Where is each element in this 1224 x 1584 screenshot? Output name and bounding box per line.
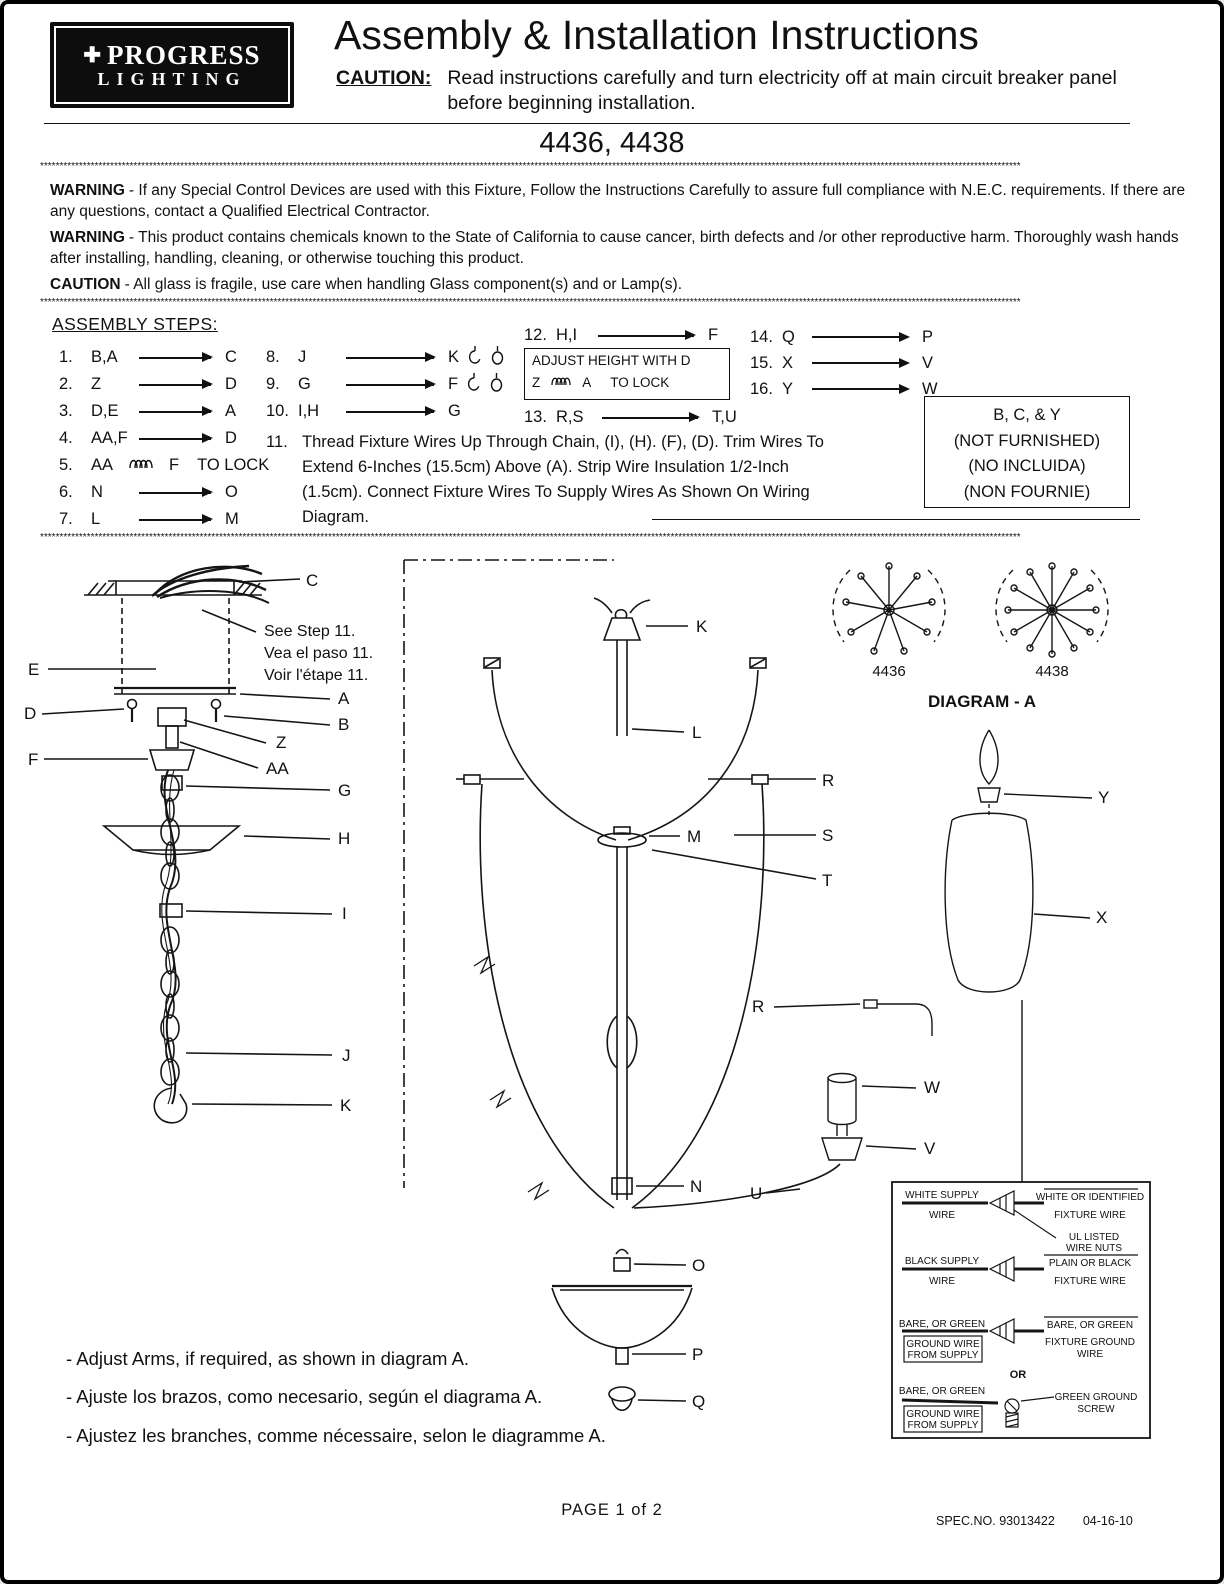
svg-text:UL LISTED: UL LISTED [1068, 1232, 1120, 1243]
label-G: G [338, 781, 352, 800]
warning-1 [50, 181, 1196, 223]
label-M: M [687, 827, 702, 846]
arrow-icon [139, 357, 211, 359]
warning-2-label: WARNING [50, 228, 125, 246]
see-step-es: Vea el paso 11. [264, 645, 374, 662]
warning-2-text: - This product contains chemicals known to the State of California to cause cancer, birth defects and /or other reproductive harm. Thoroughly wash hands after installing, handling, cleaning, or otherwise touching this product. [50, 228, 1179, 267]
svg-text:WIRE: WIRE [928, 1210, 956, 1221]
assembly-steps-col2 [266, 344, 505, 425]
label-R-top: R [822, 771, 835, 790]
center-fixture-drawing [404, 560, 840, 1410]
assembly-step-11: 11. Thread Fixture Wires Up Through Chain, (I), (H). (F), (D). Trim Wires To Extend 6-Inches (15.5cm) Above (A). Strip Wire Insulation 1/2-Inch (1.5cm). Connect Fixture Wires To Supply Wires As Shown On Wiring Diagram. [266, 430, 852, 530]
cross-icon: ✚ [83, 43, 103, 67]
assembly-step-6: 6. N O [59, 483, 238, 501]
asterisk-divider: ************************************************************************************************************************************************************************************************************************************************************ [40, 298, 1021, 308]
svg-text:FROM SUPPLY: FROM SUPPLY [907, 1350, 979, 1361]
svg-text:BLACK SUPPLY: BLACK SUPPLY [904, 1256, 980, 1267]
arrow-icon [346, 384, 434, 386]
svg-text:WIRE: WIRE [1076, 1349, 1104, 1360]
see-step-fr: Voir l'étape 11. [264, 667, 369, 684]
note-es: - Ajuste los brazos, como necesario, según el diagrama A. [66, 1386, 543, 1408]
wiring-diagram-box [892, 1182, 1150, 1438]
logo-word-progress [56, 42, 288, 69]
arrow-icon [812, 336, 908, 338]
warning-1-text: - If any Special Control Devices are used with this Fixture, Follow the Instructions Carefully to assure full compliance with N.E.C. requirements. If there are any questions, contact a Qualified Electrical Contractor. [50, 182, 1186, 220]
assembly-step-15: 15. X V [750, 353, 934, 372]
arrow-icon [812, 362, 908, 364]
progress-lighting-logo [50, 22, 294, 108]
logo-frame [54, 26, 290, 104]
asterisk-divider: ************************************************************************************************************************************************************************************************************************************************************ [40, 162, 1021, 172]
assembly-steps-col4 [750, 324, 938, 402]
asterisk-divider: ************************************************************************************************************************************************************************************************************************************************************ [40, 533, 1021, 543]
adjust-height-box [524, 348, 730, 400]
logo-text-lighting: LIGHTING [97, 69, 247, 89]
assembly-step-2: 2. Z D [59, 375, 237, 393]
hook-open-icon [467, 345, 482, 371]
arrow-icon [139, 438, 211, 440]
svg-text:GREEN GROUND: GREEN GROUND [1054, 1392, 1138, 1403]
logo-text-progress: PROGRESS [107, 40, 261, 70]
hook-closed-icon [490, 345, 505, 371]
label-U: U [750, 1184, 763, 1203]
page-title: Assembly & Installation Instructions [334, 12, 979, 58]
assembly-step-3: 3. D,E A [59, 402, 237, 420]
coil-icon [549, 373, 573, 391]
assembly-steps-col1 [59, 344, 269, 533]
svg-text:OR: OR [1009, 1369, 1027, 1381]
not-furnished-box: B, C, & Y (NOT FURNISHED) (NO INCLUIDA) (NON FOURNIE) [924, 396, 1130, 508]
caution-note-text: - All glass is fragile, use care when handling Glass component(s) and or Lamp(s). [124, 275, 683, 293]
label-H: H [338, 829, 351, 848]
spec-date: 04-16-10 [1082, 1514, 1133, 1528]
assembly-step-12: 12. H,I F [524, 326, 719, 344]
note-en: - Adjust Arms, if required, as shown in diagram A. [66, 1348, 470, 1369]
label-L: L [692, 723, 702, 742]
label-AA: AA [266, 759, 289, 778]
svg-text:WIRE: WIRE [928, 1276, 956, 1287]
label-W: W [924, 1078, 941, 1097]
assembly-step-7: 7. L M [59, 510, 239, 528]
assembly-step-1: 1. B,A C [59, 348, 237, 366]
assembly-step-13: 13. R,S T,U [524, 408, 737, 426]
warning-2 [50, 228, 1196, 270]
step-11-text: Thread Fixture Wires Up Through Chain, (I), (H). (F), (D). Trim Wires To Extend 6-Inches (15.5cm) Above (A). Strip Wire Insulation 1/2-Inch (1.5cm). Connect Fixture Wires To Supply Wires As Shown On Wiring Diagram. [302, 433, 824, 527]
svg-text:FIXTURE GROUND: FIXTURE GROUND [1045, 1337, 1135, 1348]
hook-closed-icon [489, 372, 504, 398]
assembly-step-8: 8. J K [266, 344, 505, 371]
adjust-arms-notes [66, 1340, 606, 1455]
svg-text:FROM SUPPLY: FROM SUPPLY [907, 1420, 979, 1431]
label-B: B [338, 715, 350, 734]
svg-text:FIXTURE WIRE: FIXTURE WIRE [1054, 1276, 1126, 1287]
header-caution [336, 66, 1136, 116]
assembly-step-10: 10. I,H G [266, 402, 461, 420]
arrow-icon [346, 357, 434, 359]
note-fr: - Ajustez les branches, comme nécessaire, selon le diagramme A. [66, 1424, 606, 1446]
label-J: J [342, 1046, 351, 1065]
label-Q: Q [692, 1392, 706, 1411]
svg-text:BARE, OR GREEN: BARE, OR GREEN [898, 1386, 986, 1397]
arrow-icon [346, 411, 434, 413]
page-number: PAGE 1 of 2 [561, 1501, 663, 1519]
diagram-a-title: DIAGRAM - A [928, 692, 1036, 711]
model-4436-label: 4436 [872, 663, 906, 680]
label-S: S [822, 826, 834, 845]
assembly-step-4: 4. AA,F D [59, 429, 237, 447]
arrow-icon [139, 384, 211, 386]
caution-label: CAUTION: [336, 67, 432, 89]
label-Z: Z [276, 733, 287, 752]
svg-text:BARE, OR GREEN: BARE, OR GREEN [1046, 1320, 1134, 1331]
svg-text:GROUND WIRE: GROUND WIRE [906, 1409, 980, 1420]
label-K-mid: K [696, 617, 708, 636]
arrow-icon [139, 411, 211, 413]
svg-text:WHITE OR IDENTIFIED: WHITE OR IDENTIFIED [1035, 1192, 1145, 1203]
svg-text:BARE, OR GREEN: BARE, OR GREEN [898, 1319, 986, 1330]
label-E: E [28, 660, 40, 679]
warning-1-label: WARNING [50, 182, 125, 199]
label-N: N [690, 1177, 703, 1196]
svg-text:GROUND WIRE: GROUND WIRE [906, 1339, 980, 1350]
assembly-step-14: 14. Q P [750, 327, 934, 346]
assembly-step-16: 16. Y W [750, 379, 938, 398]
arrow-icon [602, 417, 698, 419]
label-Y: Y [1098, 788, 1110, 807]
assembly-step-9: 9. G F [266, 371, 505, 398]
label-F: F [28, 750, 39, 769]
label-R-mid: R [752, 997, 765, 1016]
coil-icon [127, 455, 155, 476]
see-step-en: See Step 11. [264, 623, 356, 640]
label-D: D [24, 704, 37, 723]
adjust-height-line2: Z A TO LOCK [532, 374, 670, 390]
wiring-label: WHITE SUPPLY [905, 1190, 979, 1201]
assembly-steps-heading: ASSEMBLY STEPS: [52, 314, 218, 334]
caution-note [50, 275, 1196, 296]
model-4438-label: 4438 [1035, 663, 1069, 680]
svg-text:WIRE NUTS: WIRE NUTS [1065, 1243, 1123, 1254]
label-O: O [692, 1256, 706, 1275]
label-A: A [338, 689, 350, 708]
header-rule [44, 123, 1130, 124]
label-X: X [1096, 908, 1108, 927]
caution-text: Read instructions carefully and turn electricity off at main circuit breaker panel before beginning installation. [447, 67, 1117, 114]
model-number: 4436, 4438 [539, 127, 685, 159]
label-V: V [924, 1139, 936, 1158]
svg-text:FIXTURE WIRE: FIXTURE WIRE [1054, 1210, 1126, 1221]
label-P: P [692, 1345, 704, 1364]
label-K-left: K [340, 1096, 352, 1115]
adjust-height-line1: ADJUST HEIGHT WITH D [532, 353, 691, 368]
arrow-icon [139, 492, 211, 494]
warnings-block [50, 181, 1196, 301]
spec-number-block [936, 1514, 1133, 1528]
arrow-icon [139, 519, 211, 521]
spec-number: SPEC.NO. 93013422 [936, 1514, 1055, 1528]
arrow-icon [812, 388, 908, 390]
svg-text:PLAIN OR BLACK: PLAIN OR BLACK [1048, 1258, 1132, 1269]
svg-text:SCREW: SCREW [1077, 1404, 1115, 1415]
label-I: I [342, 904, 347, 923]
label-C: C [306, 571, 319, 590]
assembly-step-5: 5. AA F TO LOCK [59, 456, 270, 474]
caution-note-label: CAUTION [50, 275, 121, 293]
arrow-icon [598, 335, 694, 337]
step11-rule [652, 519, 1140, 520]
hook-open-icon [466, 372, 481, 398]
label-T: T [822, 871, 833, 890]
